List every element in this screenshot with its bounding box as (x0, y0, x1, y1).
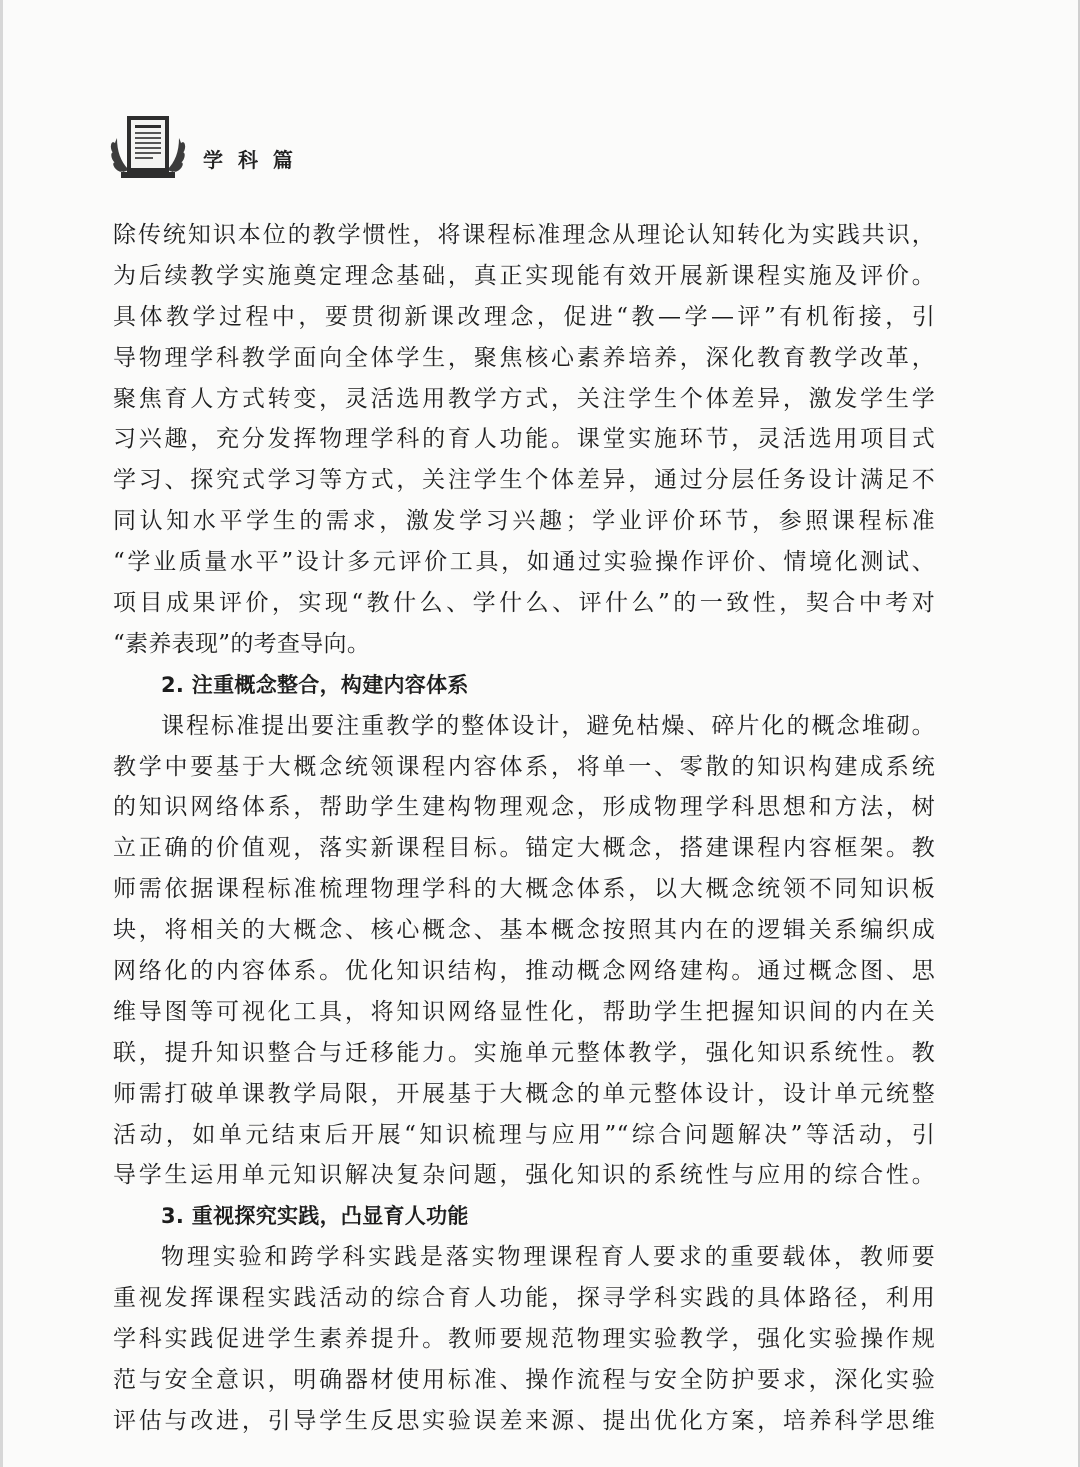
text-line: “素养表现”的考查导向。 (113, 630, 371, 657)
text-line: 范与安全意识，明确器材使用标准、操作流程与安全防护要求，深化实验 (113, 1366, 935, 1393)
section-title: 学 科 篇 (203, 147, 297, 172)
text-line: 活动，如单元结束后开展“知识梳理与应用”“综合问题解决”等活动，引 (113, 1121, 935, 1148)
text-line: 评估与改进，引导学生反思实验误差来源、提出优化方案，培养科学思维 (113, 1407, 935, 1434)
text-line: 为后续教学实施奠定理念基础，真正实现能有效开展新课程实施及评价。 (113, 262, 935, 289)
text-line: 除传统知识本位的教学惯性，将课程标准理念从理论认知转化为实践共识， (113, 222, 935, 248)
text-line: 习兴趣，充分发挥物理学科的育人功能。课堂实施环节，灵活选用项目式 (113, 426, 935, 453)
text-line: 课程标准提出要注重教学的整体设计，避免枯燥、碎片化的概念堆砌。 (161, 712, 935, 739)
text-line: 学科实践促进学生素养提升。教师要规范物理实验教学，强化实验操作规 (113, 1326, 935, 1353)
text-line: “学业质量水平”设计多元评价工具，如通过实验操作评价、情境化测试、 (113, 549, 935, 576)
subsection-heading: 2. 注重概念整合，构建内容体系 (161, 672, 469, 697)
text-line: 同认知水平学生的需求，激发学习兴趣；学业评价环节，参照课程标准 (113, 508, 935, 535)
text-line: 重视发挥课程实践活动的综合育人功能，探寻学科实践的具体路径，利用 (113, 1285, 935, 1312)
text-line: 师需打破单课教学局限，开展基于大概念的单元整体设计，设计单元统整 (113, 1080, 935, 1107)
text-line: 网络化的内容体系。优化知识结构，推动概念网络建构。通过概念图、思 (113, 958, 935, 985)
text-line: 联，提升知识整合与迁移能力。实施单元整体教学，强化知识系统性。教 (113, 1039, 935, 1066)
text-line: 师需依据课程标准梳理物理学科的大概念体系，以大概念统领不同知识板 (113, 876, 935, 903)
text-line: 块，将相关的大概念、核心概念、基本概念按照其内在的逻辑关系编织成 (113, 917, 935, 944)
certificate-book-icon (109, 112, 187, 182)
text-line: 项目成果评价，实现“教什么、学什么、评什么”的一致性，契合中考对 (113, 590, 935, 617)
text-line: 导学生运用单元知识解决复杂问题，强化知识的系统性与应用的综合性。 (113, 1162, 935, 1189)
subsection-heading: 3. 重视探究实践，凸显育人功能 (161, 1204, 469, 1229)
text-line: 学习、探究式学习等方式，关注学生个体差异，通过分层任务设计满足不 (113, 467, 935, 494)
text-line: 具体教学过程中，要贯彻新课改理念，促进“教—学—评”有机衔接，引 (113, 303, 935, 330)
text-line: 的知识网络体系，帮助学生建构物理观念，形成物理学科思想和方法，树 (113, 794, 935, 821)
text-line: 导物理学科教学面向全体学生，聚焦核心素养培养，深化教育教学改革， (113, 344, 935, 371)
text-line: 立正确的价值观，落实新课程目标。锚定大概念，搭建课程内容框架。教 (113, 835, 935, 862)
text-line: 聚焦育人方式转变，灵活选用教学方式，关注学生个体差异，激发学生学 (113, 385, 935, 412)
text-line: 物理实验和跨学科实践是落实物理课程育人要求的重要载体，教师要 (161, 1244, 935, 1271)
text-line: 教学中要基于大概念统领课程内容体系，将单一、零散的知识构建成系统 (113, 753, 935, 780)
page-header (109, 112, 297, 182)
text-line: 维导图等可视化工具，将知识网络显性化，帮助学生把握知识间的内在关 (113, 998, 935, 1025)
body-text (113, 215, 935, 1442)
